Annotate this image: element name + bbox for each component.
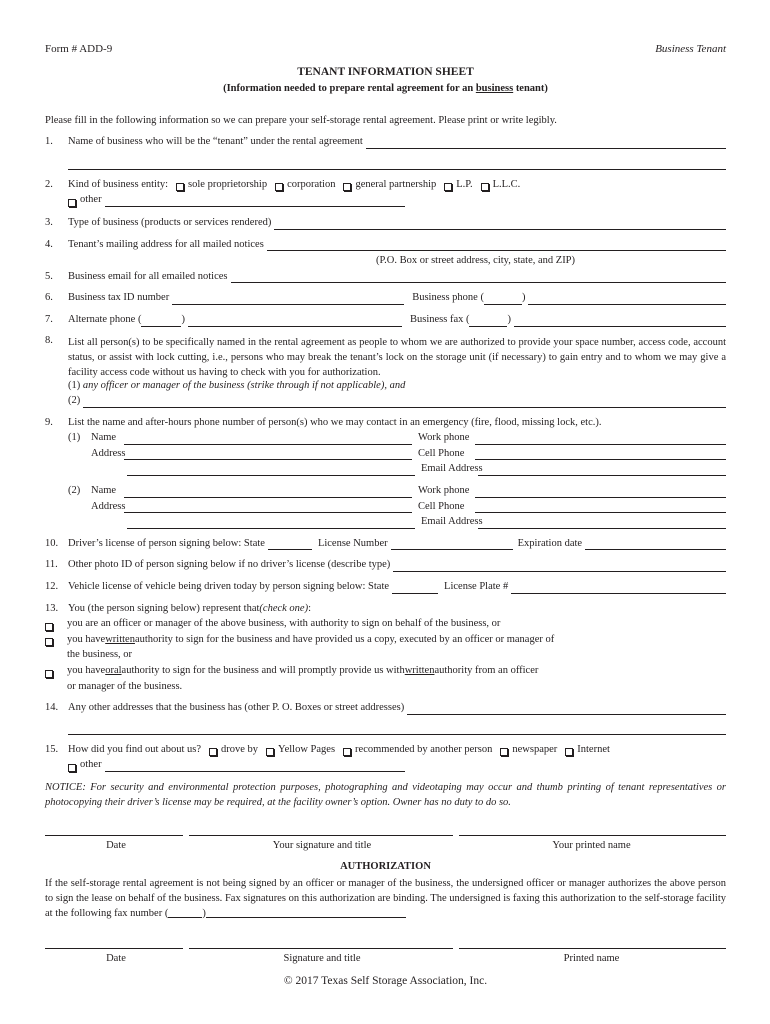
source-recommended-checkbox[interactable] (343, 748, 351, 756)
business-name-field[interactable] (366, 139, 726, 149)
contact2-name-field[interactable] (124, 488, 412, 498)
contact1-address-field[interactable] (124, 450, 412, 460)
alt-phone-field[interactable] (188, 317, 402, 327)
dl-expiration-field[interactable] (585, 540, 726, 550)
question-14: 14. Any other addresses that the business has (other P. O. Boxes or street addresses) (45, 702, 726, 715)
signature-line-1[interactable] (189, 835, 453, 836)
tax-id-field[interactable] (172, 295, 404, 305)
notice-text: NOTICE: For security and environmental protection purposes, photographing and videotaping may occur and thumb printing of tenant representatives or photocopying their driver’s license may be required, at the facility owner’s option. Owner has no duty to do so. (45, 781, 726, 808)
entity-other-checkbox[interactable] (68, 199, 76, 207)
question-11: 11. Other photo ID of person signing below if no driver’s license (describe type) (45, 559, 726, 572)
address-note: (P.O. Box or street address, city, state, and ZIP) (375, 255, 576, 267)
printed-name-line-2[interactable] (459, 948, 726, 949)
auth-fax-area-field[interactable] (168, 908, 202, 918)
form-header (45, 43, 726, 56)
business-name-field-2[interactable] (68, 160, 726, 170)
business-type-field[interactable] (274, 220, 726, 230)
contact2-work-phone-field[interactable] (475, 488, 726, 498)
signature-label-1: Your signature and title (272, 839, 372, 851)
form-subtitle: (Information needed to prepare rental agreement for an business tenant) (223, 82, 548, 94)
signature-lines-2 (45, 948, 726, 949)
question-15: 15. How did you find out about us? drove by Yellow Pages recommended by another person newspaper Internet (45, 743, 610, 755)
date-label-1: Date (106, 839, 126, 851)
business-fax-field[interactable] (514, 317, 726, 327)
question-7: 7. Alternate phone ( ) Business fax ( ) (45, 314, 726, 327)
authorized-person-field[interactable] (83, 398, 726, 408)
date-line-2[interactable] (45, 948, 183, 949)
date-line-1[interactable] (45, 835, 183, 836)
form-number: Form # ADD-9 (45, 43, 113, 55)
contact2-address-field-2[interactable] (127, 519, 415, 529)
auth-fax-field[interactable] (206, 908, 406, 918)
contact2-cell-field[interactable] (475, 503, 726, 513)
license-plate-field[interactable] (511, 584, 726, 594)
entity-other-field[interactable] (105, 197, 405, 207)
vehicle-state-field[interactable] (392, 584, 438, 594)
question-8: 8. List all person(s) to be specifically named in the rental agreement as people to whom we are authorized to provide your space number, access code, account status, or assist with lock cutting, i.e., persons who may break the tenant’s lock on the storage unit (if necessary) to gain entry and to whom we may give a facility access code without us having to check with you for authorization. (1) any officer or manager of the business (strike through if not applicable), and (2) (45, 334, 726, 407)
alt-phone-area-field[interactable] (141, 317, 181, 327)
question-2: 2. Kind of business entity: sole proprietorship corporation general partnership L.P. L.L.C. (45, 178, 521, 190)
contact1-address-field-2[interactable] (127, 466, 415, 476)
business-phone-field[interactable] (528, 295, 726, 305)
authority-oral-checkbox[interactable] (45, 670, 53, 678)
question-5: 5. Business email for all emailed notices (45, 271, 726, 284)
form-category: Business Tenant (655, 43, 726, 55)
other-addresses-field[interactable] (407, 705, 726, 715)
mailing-address-field[interactable] (267, 241, 726, 251)
other-addresses-field-2[interactable] (68, 725, 726, 735)
form-title: TENANT INFORMATION SHEET (297, 66, 474, 79)
contact1-name-field[interactable] (124, 435, 412, 445)
contact2-email-field[interactable] (478, 519, 726, 529)
contact1-email-field[interactable] (478, 466, 726, 476)
entity-llc-checkbox[interactable] (481, 183, 489, 191)
printed-name-label-2: Printed name (563, 953, 620, 965)
question-9: 9. List the name and after-hours phone number of person(s) who we may contact in an emergency (fire, flood, missing lock, etc.). (1) Name Work phone Address Cell Phone Email Address (2) Name Work phone Address Cell Phone Email Address (45, 417, 726, 529)
question-1: 1. Name of business who will be the “tenant” under the rental agreement (45, 136, 726, 149)
dl-state-field[interactable] (268, 540, 312, 550)
printed-name-label-1: Your printed name (552, 839, 631, 851)
question-3: 3. Type of business (products or services rendered) (45, 217, 726, 230)
source-drove-checkbox[interactable] (209, 748, 217, 756)
question-13: 13. You (the person signing below) represent that (check one) : (45, 602, 311, 614)
entity-lp-checkbox[interactable] (444, 183, 452, 191)
copyright-footer: © 2017 Texas Self Storage Association, Inc. (283, 974, 488, 987)
contact1-work-phone-field[interactable] (475, 435, 726, 445)
source-yellow-pages-checkbox[interactable] (266, 748, 274, 756)
authorization-title: AUTHORIZATION (340, 860, 431, 872)
contact1-cell-field[interactable] (475, 450, 726, 460)
source-other-field[interactable] (105, 762, 405, 772)
signature-lines-1 (45, 835, 726, 836)
dl-number-field[interactable] (391, 540, 513, 550)
business-email-field[interactable] (231, 273, 727, 283)
form-page: Form # ADD-9 Business Tenant TENANT INFORMATION SHEET (Information needed to prepare rental agreement for an business tenant) Please fill in the following information so we can prepare your self-storage rental agreement. Please print or write legibly. 1. Name of business who will be the “tenant” under the rental agreement 2. Kind of business entity: sole proprietorship corporation general partnership L.P. L.L.C. other 3. Type of business (products or services rendered) 4. Tenant’s mailing address for all mailed notices (P.O. Box or street address, city, state, and ZIP) 5. Business email for all emailed notices 6. Business tax ID number Business phone ( ) 7. Alternate phone ( ) Business fax ( ) 8. List all person(s) to be specifically named in the rental agreement as people to whom we are authorized to provide your space number, access code, account status, or assist with lock cutting, i.e., persons who may break the tenant’s lock on the storage unit (if necessary) to gain entry and to whom we may give a facility access code without us having to check with you for authorization. (1) any officer or manager of the business (strike through if not applicable), and (2) 9. List the name and after-hours phone number of person(s) who we may contact in an emergency (fire, flood, missing lock, etc.). (1) Name Work phone Address Cell Phone Email Address (2) Name Work phone Address Cell Phone Email Address 10. Driver’s license of person signing below: State License Number Expiration date 11. Other photo ID of person signing below if no driver’s license (describe type) 12. Vehicle license of vehicle being driven today by person signing below: State License Plate # 13. You (the person signing below) represent that (check one) : you are an officer or manager of the above business, with authority to sign on behalf of the business, or you have written authority to sign for the business and have provided us a copy, executed by an officer or manager of the business, or you have oral authority to sign for the business and will promptly provide us with written authority from an officer or manager of the business. 14. Any other addresses that the business has (other P. O. Boxes or street addresses) 15. How did you find out about us? drove by Yellow Pages recommended by another person newspaper Internet other NOTICE: For security and environmental protection purposes, photographing and videotaping may occur and thumb printing of tenant representatives or photocopying their driver’s license may be required, at the facility owner’s option. Owner has no duty to do so. Date Your signature and title Your printed name AUTHORIZATION If the self-storage rental agreement is not being signed by an officer or manager of the business, the undersigned officer or manager authorizes the above person to sign the lease on behalf of the business. Fax signatures on this authorization are binding. The undersigned is faxing this authorization to the self-storage facility at the following fax number ( ) Date Signature and title Printed name © 2017 Texas Self Storage Association, Inc. (45, 43, 726, 987)
signature-line-2[interactable] (189, 948, 453, 949)
source-internet-checkbox[interactable] (565, 748, 573, 756)
authority-written-checkbox[interactable] (45, 638, 53, 646)
contact2-address-field[interactable] (124, 503, 412, 513)
other-id-field[interactable] (393, 562, 726, 572)
date-label-2: Date (106, 953, 126, 965)
business-fax-area-field[interactable] (469, 317, 507, 327)
printed-name-line-1[interactable] (459, 835, 726, 836)
business-phone-area-field[interactable] (484, 295, 522, 305)
question-4: 4. Tenant’s mailing address for all mailed notices (45, 239, 726, 252)
question-10: 10. Driver’s license of person signing below: State License Number Expiration date (45, 538, 726, 551)
authorization-text: If the self-storage rental agreement is not being signed by an officer or manager of the business, the undersigned officer or manager authorizes the above person to sign the lease on behalf of the business. Fax signatures on this authorization are binding. The undersigned is faxing this authorization to the self-storage facility at the following fax number ( ) (45, 878, 726, 920)
entity-sole-checkbox[interactable] (176, 183, 184, 191)
signature-label-2: Signature and title (283, 953, 361, 965)
intro-text: Please fill in the following information so we can prepare your self-storage rental agreement. Please print or write legibly. (45, 114, 557, 126)
question-6: 6. Business tax ID number Business phone ( ) (45, 292, 726, 305)
source-other-checkbox[interactable] (68, 764, 76, 772)
entity-gp-checkbox[interactable] (343, 183, 351, 191)
authority-officer-checkbox[interactable] (45, 623, 53, 631)
source-newspaper-checkbox[interactable] (500, 748, 508, 756)
question-12: 12. Vehicle license of vehicle being driven today by person signing below: State License Plate # (45, 581, 726, 594)
entity-corp-checkbox[interactable] (275, 183, 283, 191)
